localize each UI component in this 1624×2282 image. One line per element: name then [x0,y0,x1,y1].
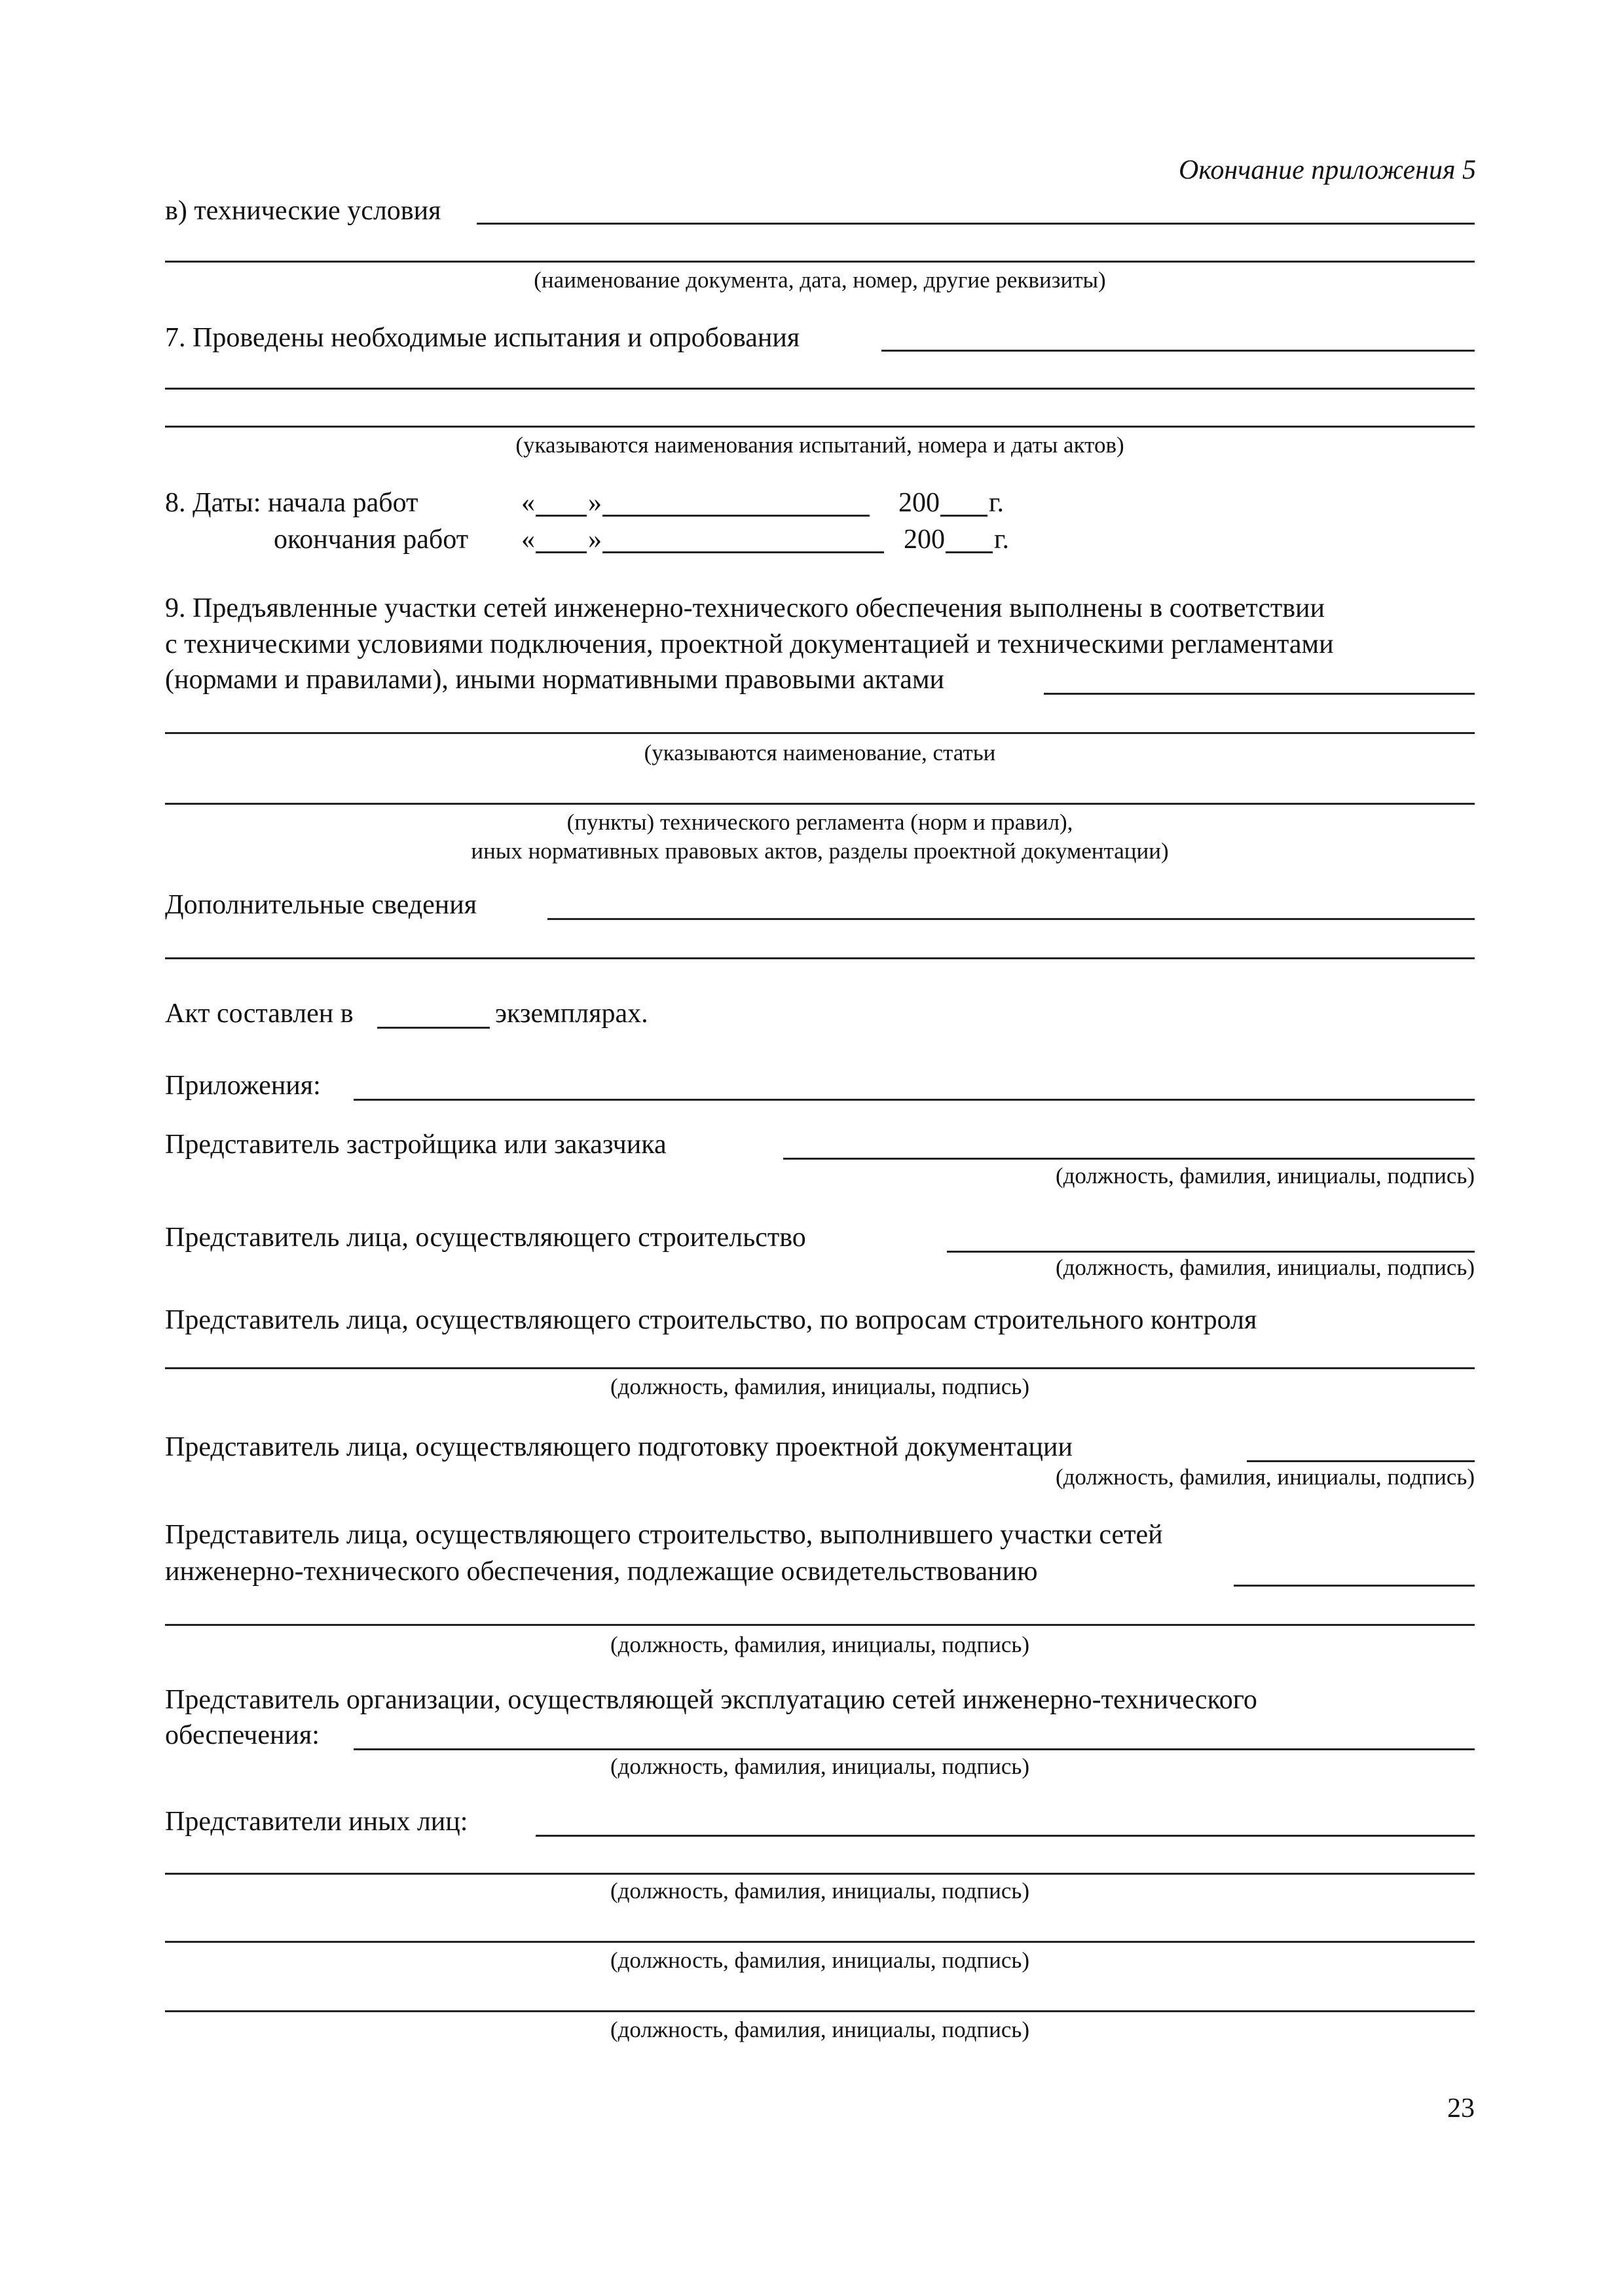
start-year-suffix: г. [989,488,1004,518]
control-rep-field[interactable] [165,1367,1475,1369]
start-open-quote: « [521,488,535,518]
tests-field-2[interactable] [165,388,1475,390]
end-year-field[interactable] [946,551,993,553]
other-reps-caption-1: (должность, фамилия, инициалы, подпись) [610,1878,1030,1904]
other-reps-caption-3: (должность, фамилия, инициалы, подпись) [610,2017,1030,2042]
tests-caption: (указываются наименования испытаний, номера и даты актов) [515,432,1124,458]
control-rep-caption: (должность, фамилия, инициалы, подпись) [610,1374,1030,1399]
tech-conditions-field[interactable] [477,223,1475,225]
tests-field[interactable] [881,350,1475,352]
end-date-label: окончания работ [274,524,469,555]
design-rep-label: Представитель лица, осуществляющего подготовку проектной документации [165,1432,1073,1462]
attachments-field[interactable] [354,1099,1475,1101]
tech-conditions-field-2[interactable] [165,261,1475,263]
compliance-line-2: с техническими условиями подключения, проектной документацией и техническими регламентами [165,629,1334,659]
additional-info-field[interactable] [547,918,1475,920]
operator-rep-field[interactable] [354,1748,1475,1750]
builder-rep-label: Представитель лица, осуществляющего строительство [165,1223,806,1253]
design-rep-caption: (должность, фамилия, инициалы, подпись) [1055,1464,1475,1490]
end-year-suffix: г. [994,524,1009,555]
additional-info-label: Дополнительные сведения [165,890,477,920]
copies-prefix: Акт составлен в [165,999,354,1029]
performer-rep-line-1: Представитель лица, осуществляющего строительство, выполнившего участки сетей [165,1520,1163,1550]
start-year-prefix: 200 [898,488,940,518]
compliance-field-2[interactable] [165,732,1475,734]
control-rep-label: Представитель лица, осуществляющего строительство, по вопросам строительного контроля [165,1305,1257,1335]
compliance-field[interactable] [1044,693,1475,695]
compliance-field-3[interactable] [165,803,1475,805]
tests-label: 7. Проведены необходимые испытания и опробования [165,323,800,353]
end-year-prefix: 200 [904,524,945,555]
additional-info-field-2[interactable] [165,957,1475,959]
tech-conditions-caption: (наименование документа, дата, номер, другие реквизиты) [534,267,1106,293]
tech-conditions-label: в) технические условия [165,196,441,226]
performer-rep-field[interactable] [1234,1585,1475,1587]
other-reps-label: Представители иных лиц: [165,1807,468,1837]
operator-rep-line-2: обеспечения: [165,1720,320,1750]
start-date-label: 8. Даты: начала работ [165,488,418,518]
start-close-quote: » [588,488,602,518]
end-close-quote: » [588,524,602,555]
end-day-field[interactable] [536,551,587,553]
compliance-caption-2b: иных нормативных правовых актов, разделы проектной документации) [471,838,1169,864]
start-year-field[interactable] [940,515,987,517]
other-reps-caption-2: (должность, фамилия, инициалы, подпись) [610,1947,1030,1973]
other-reps-field[interactable] [536,1835,1475,1837]
developer-rep-label: Представитель застройщика или заказчика [165,1130,667,1160]
operator-rep-caption: (должность, фамилия, инициалы, подпись) [610,1754,1030,1779]
start-day-field[interactable] [536,515,587,517]
developer-rep-caption: (должность, фамилия, инициалы, подпись) [1055,1163,1475,1188]
other-reps-field-4[interactable] [165,2010,1475,2012]
other-reps-field-3[interactable] [165,1941,1475,1943]
other-reps-field-2[interactable] [165,1873,1475,1875]
tests-field-3[interactable] [165,426,1475,428]
performer-rep-caption: (должность, фамилия, инициалы, подпись) [610,1632,1030,1657]
copies-count-field[interactable] [377,1027,490,1029]
end-month-field[interactable] [602,551,884,553]
compliance-line-3: (нормами и правилами), иными нормативными правовыми актами [165,665,945,695]
developer-rep-field[interactable] [783,1158,1475,1160]
start-month-field[interactable] [602,515,870,517]
copies-suffix: экземплярах. [495,999,648,1029]
design-rep-field[interactable] [1247,1460,1475,1462]
end-open-quote: « [521,524,535,555]
operator-rep-line-1: Представитель организации, осуществляющей эксплуатацию сетей инженерно-технического [165,1685,1257,1715]
performer-rep-line-2: инженерно-технического обеспечения, подлежащие освидетельствованию [165,1556,1038,1587]
compliance-caption-1: (указываются наименование, статьи [644,740,996,765]
performer-rep-field-2[interactable] [165,1624,1475,1626]
page-number: 23 [1447,2093,1475,2124]
continuation-header: Окончание приложения 5 [1179,155,1477,185]
attachments-label: Приложения: [165,1071,321,1101]
builder-rep-caption: (должность, фамилия, инициалы, подпись) [1055,1255,1475,1280]
compliance-line-1: 9. Предъявленные участки сетей инженерно-технического обеспечения выполнены в соответствии [165,593,1325,623]
compliance-caption-2a: (пункты) технического регламента (норм и правил), [566,809,1073,835]
builder-rep-field[interactable] [947,1251,1475,1253]
